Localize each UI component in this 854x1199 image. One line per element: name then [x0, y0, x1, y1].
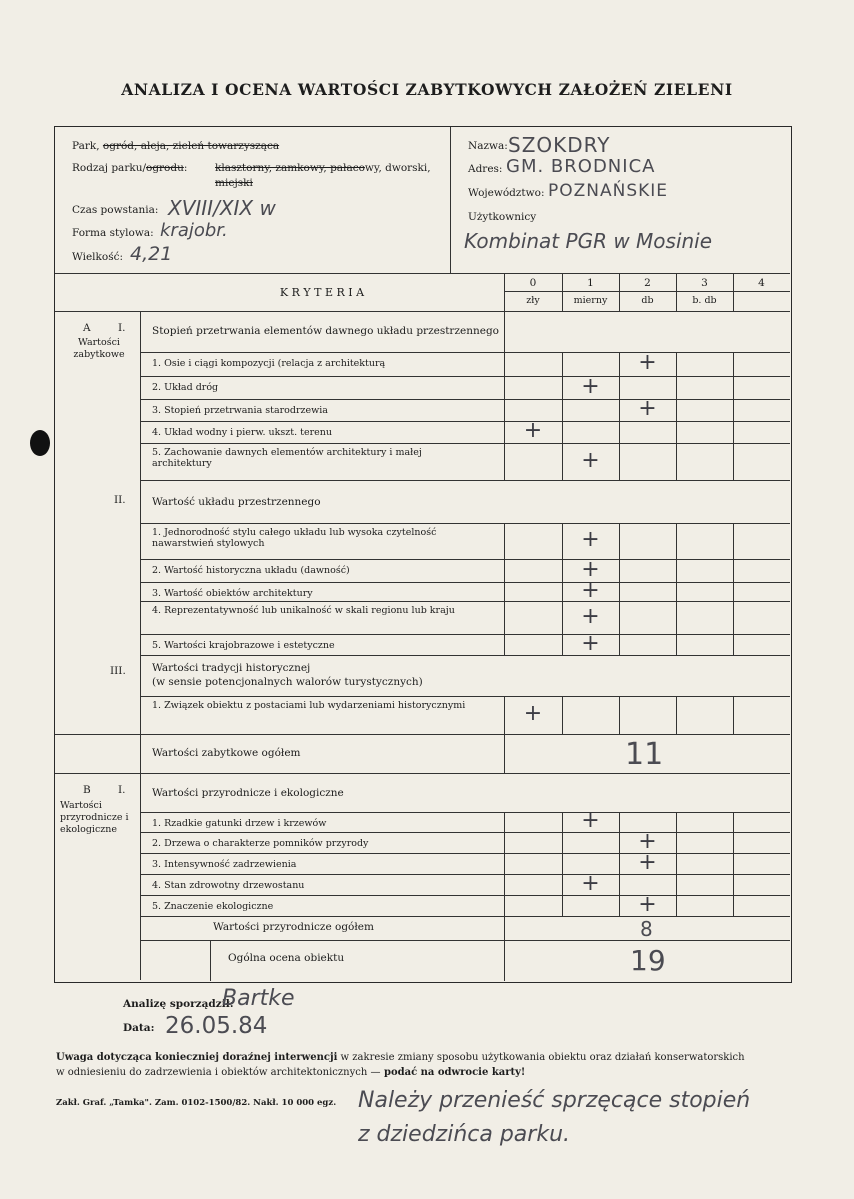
table-rule — [733, 582, 734, 601]
score-mark: + — [581, 447, 600, 473]
nazwa-label: Nazwa: — [468, 140, 508, 152]
uwaga-line2: w odniesieniu do zadrzewienia i obiektów architektonicznych — podać na odwrocie karty! — [56, 1067, 526, 1078]
table-rule — [504, 421, 505, 443]
table-rule — [504, 582, 505, 601]
group-b-title: Wartości przyrodnicze i ekologiczne — [152, 787, 344, 799]
table-rule — [676, 399, 677, 421]
score-mark: + — [581, 527, 600, 552]
table-rule — [619, 376, 620, 399]
table-rule — [504, 601, 505, 634]
table-rule — [676, 601, 677, 634]
table-rule — [733, 523, 734, 559]
table-rule — [141, 812, 790, 813]
table-rule — [733, 601, 734, 634]
criterion-label: 1. Związek obiektu z postaciami lub wydarzeniami historycznymi — [152, 700, 466, 711]
table-rule — [562, 421, 563, 443]
table-rule — [141, 376, 790, 377]
table-rule — [619, 421, 620, 443]
table-rule — [619, 601, 620, 634]
table-rule — [141, 895, 790, 896]
table-rule — [141, 421, 790, 422]
score-mark: + — [581, 808, 600, 833]
table-rule — [733, 376, 734, 399]
table-rule — [676, 696, 677, 734]
woj-label: Województwo: — [468, 187, 545, 199]
table-rule — [733, 634, 734, 655]
data-value: 26.05.84 — [165, 1013, 268, 1039]
table-rule — [504, 895, 505, 916]
score-mark: + — [581, 603, 600, 629]
table-rule — [504, 874, 505, 895]
table-rule — [141, 916, 790, 917]
table-rule — [676, 421, 677, 443]
table-rule — [562, 895, 563, 916]
table-rule — [210, 940, 211, 981]
criterion-label: 2. Wartość historyczna układu (dawność) — [152, 565, 350, 576]
score-mark: + — [581, 870, 600, 896]
criterion-label: 5. Zachowanie dawnych elementów architektury i małej architektury — [152, 447, 422, 469]
table-rule — [141, 582, 790, 583]
criterion-label: 3. Wartość obiektów architektury — [152, 588, 313, 599]
section-a-roman: I. — [118, 322, 126, 334]
table-rule — [504, 812, 505, 832]
score-value-4: 4 — [758, 277, 765, 289]
criterion-label: 3. Stopień przetrwania starodrzewia — [152, 405, 328, 416]
table-rule — [141, 480, 790, 481]
table-rule — [676, 895, 677, 916]
table-rule — [619, 895, 620, 916]
section-b-total-value: 8 — [640, 917, 653, 941]
wielkosc-value: 4,21 — [130, 243, 173, 265]
table-rule — [562, 853, 563, 874]
table-rule — [733, 352, 734, 376]
table-rule — [733, 696, 734, 734]
nazwa-value: SZOKDRY — [508, 133, 611, 157]
table-rule — [141, 874, 790, 875]
table-rule — [562, 559, 563, 582]
table-rule — [562, 832, 563, 853]
table-rule — [141, 853, 790, 854]
group2-title: Wartość układu przestrzennego — [152, 496, 321, 508]
section-a-name: Wartości zabytkowe — [73, 337, 125, 360]
group1-title: Stopień przetrwania elementów dawnego układu przestrzennego — [152, 325, 499, 337]
criterion-label: 4. Reprezentatywność lub unikalność w skali regionu lub kraju — [152, 605, 455, 616]
criterion-label: 4. Stan zdrowotny drzewostanu — [152, 880, 305, 891]
table-rule — [619, 559, 620, 582]
table-rule — [504, 443, 505, 480]
uzytkownicy-label: Użytkownicy — [468, 211, 537, 223]
table-rule — [562, 352, 563, 376]
table-rule — [504, 523, 505, 559]
wielkosc-label: Wielkość: — [72, 251, 124, 263]
score-mark: + — [581, 577, 600, 603]
table-rule — [141, 940, 790, 941]
table-rule — [141, 523, 790, 524]
rodzaj-miejski: miejski — [215, 177, 253, 189]
table-rule — [141, 832, 790, 833]
table-rule — [504, 832, 505, 853]
kryteria-header: K R Y T E R I A — [279, 286, 365, 299]
table-rule — [141, 559, 790, 560]
table-rule — [504, 734, 505, 773]
print-info: Zakł. Graf. „Tamka". Zam. 0102-1500/82. Nakł. 10 000 egz. — [56, 1098, 337, 1108]
table-rule — [676, 376, 677, 399]
analiza-value: Bartke — [222, 986, 295, 1011]
table-rule — [619, 582, 620, 601]
table-rule — [141, 601, 790, 602]
table-rule — [733, 443, 734, 480]
table-rule — [733, 874, 734, 895]
table-rule — [619, 874, 620, 895]
rodzaj-options: klasztorny, zamkowy, pałacowy, dworski, — [215, 162, 431, 174]
analiza-label: Analizę sporządził: — [123, 998, 234, 1010]
section-b-roman: I. — [118, 784, 126, 796]
table-rule — [562, 696, 563, 734]
adres-label: Adres: — [468, 163, 503, 175]
data-label: Data: — [123, 1022, 155, 1034]
table-rule — [676, 523, 677, 559]
section-b-name: Wartości przyrodnicze i ekologiczne — [60, 800, 129, 835]
criterion-label: 2. Układ dróg — [152, 382, 219, 393]
section-b-letter: B — [83, 784, 91, 796]
table-rule — [55, 773, 790, 774]
table-rule — [504, 634, 505, 655]
table-rule — [676, 812, 677, 832]
form-title: ANALIZA I OCENA WARTOŚCI ZABYTKOWYCH ZAŁOŻEŃ ZIELENI — [121, 80, 733, 99]
note-line2: z dziedzińca parku. — [358, 1122, 571, 1147]
table-rule — [619, 352, 620, 376]
table-rule — [676, 559, 677, 582]
table-rule — [562, 582, 563, 601]
score-value-0: 0 — [529, 277, 537, 289]
score-mark: + — [523, 701, 543, 726]
criterion-label: 1. Osie i ciągi kompozycji (relacja z architekturą — [152, 358, 386, 369]
table-rule — [562, 443, 563, 480]
table-rule — [562, 601, 563, 634]
table-rule — [562, 523, 563, 559]
section-a-group2-roman: II. — [114, 494, 126, 506]
criterion-label: 5. Znaczenie ekologiczne — [152, 901, 274, 912]
table-rule — [676, 874, 677, 895]
score-mark: + — [523, 418, 543, 443]
table-rule — [676, 634, 677, 655]
score-mark: + — [581, 556, 600, 582]
table-rule — [55, 734, 790, 735]
table-rule — [562, 634, 563, 655]
table-rule — [733, 399, 734, 421]
score-name-1: mierny — [573, 295, 608, 306]
uzytkownicy-value: Kombinat PGR w Mosinie — [464, 229, 713, 253]
criterion-label: 3. Intensywność zadrzewienia — [152, 859, 297, 870]
table-rule — [141, 696, 790, 697]
table-rule — [733, 812, 734, 832]
forma-value: krajobr. — [160, 220, 228, 241]
table-rule — [733, 559, 734, 582]
table-rule — [562, 812, 563, 832]
czas-label: Czas powstania: — [72, 204, 159, 216]
table-rule — [676, 832, 677, 853]
table-rule — [562, 874, 563, 895]
table-rule — [504, 559, 505, 582]
park-label: Park, ogród, aleja, zieleń towarzysząca — [72, 140, 280, 152]
table-rule — [619, 812, 620, 832]
table-rule — [141, 399, 790, 400]
table-rule — [504, 853, 505, 874]
group3-title-line1: Wartości tradycji historycznej — [152, 662, 311, 674]
table-rule — [619, 634, 620, 655]
table-rule — [504, 352, 505, 376]
section-a-group3-roman: III. — [110, 665, 126, 677]
table-rule — [733, 421, 734, 443]
criterion-label: 5. Wartości krajobrazowe i estetyczne — [152, 640, 335, 651]
criterion-label: 1. Jednorodność stylu całego układu lub wysoka czytelność nawarstwień stylowych — [152, 527, 437, 549]
binder-hole — [30, 430, 50, 456]
czas-value: XVIII/XIX w — [168, 196, 276, 220]
table-rule — [619, 696, 620, 734]
uwaga-line1: Uwaga dotycząca konieczniej doraźnej interwencji w zakresie zmiany sposobu użytkowania obiektu oraz działań konserwatorskich — [56, 1052, 745, 1063]
table-rule — [733, 832, 734, 853]
score-name-0: zły — [526, 295, 540, 306]
section-a-total-value: 11 — [625, 737, 664, 772]
table-rule — [676, 853, 677, 874]
table-rule — [141, 655, 790, 656]
score-name-2: db — [641, 295, 654, 306]
score-mark: + — [638, 849, 657, 875]
table-rule — [733, 895, 734, 916]
table-rule — [562, 376, 563, 399]
table-rule — [676, 352, 677, 376]
woj-value: POZNAŃSKIE — [548, 181, 669, 201]
score-mark: + — [638, 891, 657, 917]
score-value-3: 3 — [701, 277, 708, 289]
overall-value: 19 — [630, 944, 666, 977]
score-mark: + — [638, 396, 657, 421]
table-rule — [504, 376, 505, 399]
adres-value: GM. BRODNICA — [506, 156, 656, 177]
table-rule — [141, 352, 790, 353]
table-rule — [619, 523, 620, 559]
table-rule — [141, 443, 790, 444]
table-rule — [619, 853, 620, 874]
forma-label: Forma stylowa: — [72, 227, 154, 239]
criterion-label: 2. Drzewa o charakterze pomników przyrody — [152, 838, 369, 849]
score-mark: + — [638, 350, 657, 375]
table-rule — [562, 399, 563, 421]
score-mark: + — [581, 373, 600, 399]
rodzaj-label: Rodzaj parku/ogrodu: — [72, 162, 188, 174]
section-a-total-label: Wartości zabytkowe ogółem — [152, 747, 301, 759]
table-rule — [504, 916, 505, 981]
score-mark: + — [581, 630, 600, 656]
table-rule — [676, 582, 677, 601]
score-value-1: 1 — [587, 277, 594, 289]
section-b-total-label: Wartości przyrodnicze ogółem — [213, 921, 374, 933]
table-rule — [676, 443, 677, 480]
table-rule — [619, 399, 620, 421]
table-rule — [619, 832, 620, 853]
table-rule — [733, 853, 734, 874]
score-value-2: 2 — [644, 277, 651, 289]
score-name-3: b. db — [692, 295, 717, 306]
section-a-letter: A — [83, 322, 91, 334]
criterion-label: 4. Układ wodny i pierw. ukszt. terenu — [152, 427, 332, 438]
overall-label: Ogólna ocena obiektu — [228, 952, 345, 964]
note-line1: Należy przenieść sprzęcące stopień — [358, 1088, 751, 1113]
table-rule — [504, 399, 505, 421]
group3-title-line2: (w sensie potencjonalnych walorów turystycznych) — [152, 676, 423, 688]
criterion-label: 1. Rzadkie gatunki drzew i krzewów — [152, 818, 327, 829]
table-rule — [141, 634, 790, 635]
table-rule — [504, 696, 505, 734]
score-mark: + — [638, 828, 657, 854]
table-rule — [619, 443, 620, 480]
